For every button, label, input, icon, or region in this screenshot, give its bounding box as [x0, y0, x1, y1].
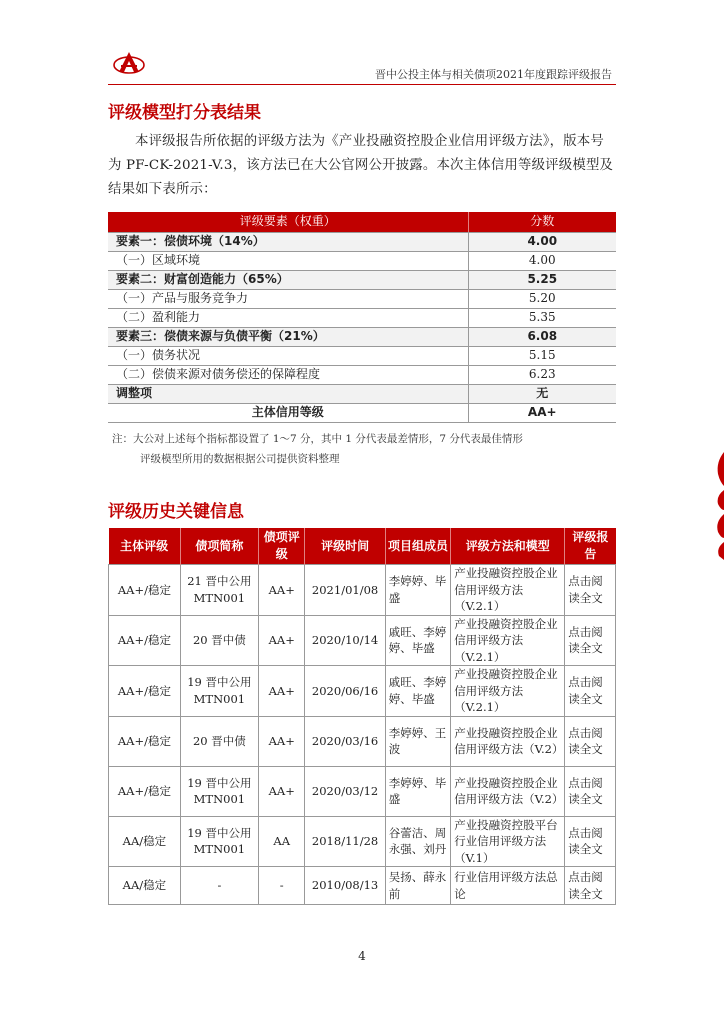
- issuer-rating-cell: AA+/稳定: [109, 766, 181, 816]
- score-factor-name: （二）盈利能力: [108, 308, 468, 327]
- score-value: 5.15: [468, 346, 616, 365]
- score-row: [108, 270, 616, 289]
- score-factor-name: 要素三：偿债来源与负债平衡（21%）: [108, 327, 468, 346]
- header-bond-name: 债项简称: [180, 528, 258, 565]
- bond-name-cell: 19 晋中公用 MTN001: [180, 766, 258, 816]
- issuer-rating-cell: AA+/稳定: [109, 615, 181, 666]
- rating-method-cell: 行业信用评级方法总论: [451, 867, 565, 905]
- report-link-cell[interactable]: 点击阅读全文: [565, 816, 616, 867]
- header-report: 评级报告: [565, 528, 616, 565]
- team-members-cell: 戚旺、李婷婷、毕盛: [385, 666, 450, 717]
- team-members-cell: 李婷婷、毕盛: [385, 766, 450, 816]
- score-row: [108, 365, 616, 384]
- header-factor: 评级要素（权重）: [108, 212, 468, 232]
- rating-date-cell: 2020/10/14: [305, 615, 385, 666]
- team-members-cell: 谷蕾洁、周永强、刘丹: [385, 816, 450, 867]
- dagong-logo-icon: [112, 50, 146, 76]
- history-table-header: [109, 528, 616, 565]
- score-factor-name: 调整项: [108, 384, 468, 403]
- bond-name-cell: 21 晋中公用 MTN001: [180, 565, 258, 616]
- score-value: 4.00: [468, 232, 616, 251]
- header-method: 评级方法和模型: [451, 528, 565, 565]
- section-title-rating-model: 评级模型打分表结果: [108, 103, 261, 123]
- score-factor-name: （一）产品与服务竞争力: [108, 289, 468, 308]
- data-source-note: 评级模型所用的数据根据公司提供资料整理: [140, 453, 340, 465]
- score-value: 5.20: [468, 289, 616, 308]
- issuer-rating-cell: AA+/稳定: [109, 666, 181, 717]
- score-factor-name: 主体信用等级: [108, 403, 468, 422]
- history-table: [108, 528, 616, 905]
- issuer-rating-cell: AA/稳定: [109, 867, 181, 905]
- header-rating-date: 评级时间: [305, 528, 385, 565]
- score-factor-name: 要素一：偿债环境（14%）: [108, 232, 468, 251]
- header-title: 晋中公投主体与相关债项2021年度跟踪评级报告: [375, 68, 612, 81]
- report-link-cell[interactable]: 点击阅读全文: [565, 766, 616, 816]
- score-factor-name: 要素二：财富创造能力（65%）: [108, 270, 468, 289]
- team-members-cell: 吴扬、薛永前: [385, 867, 450, 905]
- score-value: AA+: [468, 403, 616, 422]
- bond-name-cell: 20 晋中债: [180, 716, 258, 766]
- score-row: [108, 308, 616, 327]
- report-link-cell[interactable]: 点击阅读全文: [565, 666, 616, 717]
- score-factor-name: （二）偿债来源对债务偿还的保障程度: [108, 365, 468, 384]
- team-members-cell: 戚旺、李婷婷、毕盛: [385, 615, 450, 666]
- score-table-header: [108, 212, 616, 232]
- rating-method-cell: 产业投融资控股企业信用评级方法（V.2）: [451, 716, 565, 766]
- page-number: 4: [358, 949, 366, 963]
- issuer-rating-cell: AA/稳定: [109, 816, 181, 867]
- side-seal-mark: [714, 452, 724, 560]
- intro-paragraph: 本评级报告所依据的评级方法为《产业投融资控股企业信用评级方法》，版本号为 PF-CK-2021-V.3，该方法已在大公官网公开披露。本次主体信用等级评级模型及结果如下表所示：: [108, 134, 614, 197]
- score-row: [108, 384, 616, 403]
- rating-date-cell: 2018/11/28: [305, 816, 385, 867]
- history-row: [109, 816, 616, 867]
- team-members-cell: 李婷婷、毕盛: [385, 565, 450, 616]
- history-row: [109, 766, 616, 816]
- header-issuer-rating: 主体评级: [109, 528, 181, 565]
- score-factor-name: （一）债务状况: [108, 346, 468, 365]
- report-link-cell[interactable]: 点击阅读全文: [565, 615, 616, 666]
- score-table: [108, 212, 616, 423]
- section-title-rating-history: 评级历史关键信息: [108, 502, 244, 522]
- rating-date-cell: 2021/01/08: [305, 565, 385, 616]
- score-row: [108, 327, 616, 346]
- rating-method-cell: 产业投融资控股企业信用评级方法（V.2.1）: [451, 666, 565, 717]
- header-divider: [108, 84, 616, 85]
- bond-name-cell: 19 晋中公用 MTN001: [180, 666, 258, 717]
- rating-method-cell: 产业投融资控股平台行业信用评级方法（V.1）: [451, 816, 565, 867]
- issuer-rating-cell: AA+/稳定: [109, 716, 181, 766]
- score-value: 5.25: [468, 270, 616, 289]
- bond-name-cell: -: [180, 867, 258, 905]
- header-score: 分数: [468, 212, 616, 232]
- header-bond-rating: 债项评级: [258, 528, 304, 565]
- bond-rating-cell: AA+: [258, 615, 304, 666]
- rating-date-cell: 2020/06/16: [305, 666, 385, 717]
- bond-name-cell: 20 晋中债: [180, 615, 258, 666]
- score-row: [108, 289, 616, 308]
- history-row: [109, 867, 616, 905]
- report-link-cell[interactable]: 点击阅读全文: [565, 565, 616, 616]
- bond-rating-cell: AA+: [258, 565, 304, 616]
- bond-name-cell: 19 晋中公用 MTN001: [180, 816, 258, 867]
- history-row: [109, 666, 616, 717]
- rating-method-cell: 产业投融资控股企业信用评级方法（V.2.1）: [451, 615, 565, 666]
- report-link-cell[interactable]: 点击阅读全文: [565, 867, 616, 905]
- report-link-cell[interactable]: 点击阅读全文: [565, 716, 616, 766]
- score-factor-name: （一）区域环境: [108, 251, 468, 270]
- bond-rating-cell: AA: [258, 816, 304, 867]
- header-team-members: 项目组成员: [385, 528, 450, 565]
- issuer-rating-cell: AA+/稳定: [109, 565, 181, 616]
- history-row: [109, 716, 616, 766]
- team-members-cell: 李婷婷、王波: [385, 716, 450, 766]
- score-value: 6.23: [468, 365, 616, 384]
- score-row: [108, 251, 616, 270]
- score-row: [108, 403, 616, 422]
- bond-rating-cell: AA+: [258, 716, 304, 766]
- score-row: [108, 346, 616, 365]
- rating-date-cell: 2010/08/13: [305, 867, 385, 905]
- score-row: [108, 232, 616, 251]
- rating-date-cell: 2020/03/16: [305, 716, 385, 766]
- score-value: 4.00: [468, 251, 616, 270]
- bond-rating-cell: -: [258, 867, 304, 905]
- bond-rating-cell: AA+: [258, 666, 304, 717]
- score-value: 6.08: [468, 327, 616, 346]
- history-row: [109, 565, 616, 616]
- rating-method-cell: 产业投融资控股企业信用评级方法（V.2.1）: [451, 565, 565, 616]
- bond-rating-cell: AA+: [258, 766, 304, 816]
- history-row: [109, 615, 616, 666]
- rating-date-cell: 2020/03/12: [305, 766, 385, 816]
- score-value: 5.35: [468, 308, 616, 327]
- rating-method-cell: 产业投融资控股企业信用评级方法（V.2）: [451, 766, 565, 816]
- table-note: 注：大公对上述每个指标都设置了 1～7 分，其中 1 分代表最差情形，7 分代表最佳情形: [112, 433, 523, 445]
- score-value: 无: [468, 384, 616, 403]
